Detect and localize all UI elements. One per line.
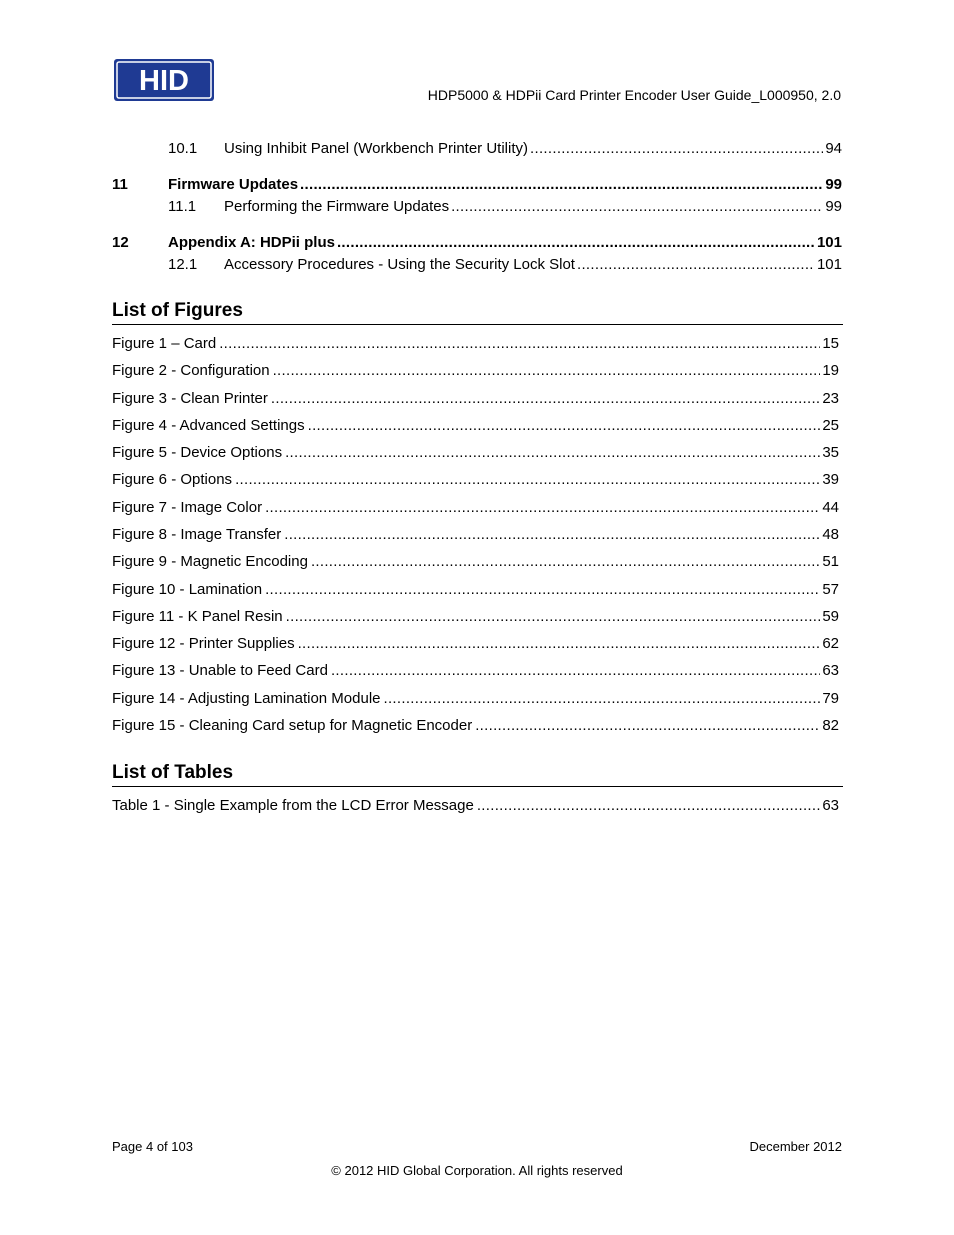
dot-leader — [286, 607, 821, 627]
dot-leader — [273, 361, 821, 381]
dot-leader — [284, 525, 820, 545]
dot-leader — [265, 498, 820, 518]
figure-entry[interactable]: Figure 14 - Adjusting Lamination Module ..... 79 — [112, 689, 839, 709]
hid-logo — [114, 59, 214, 101]
figure-entry[interactable]: Figure 13 - Unable to Feed Card ..... 63 — [112, 661, 839, 681]
figure-entry[interactable]: Figure 9 - Magnetic Encoding ..... 51 — [112, 552, 839, 572]
list-of-tables-heading: List of Tables — [112, 762, 843, 787]
figure-entry[interactable]: Figure 4 - Advanced Settings ..... 25 — [112, 416, 839, 436]
dot-leader — [530, 139, 823, 159]
figure-entry[interactable]: Figure 7 - Image Color ..... 44 — [112, 498, 839, 518]
figure-entry[interactable]: Figure 12 - Printer Supplies ..... 62 — [112, 634, 839, 654]
figure-entry[interactable]: Figure 11 - K Panel Resin ..... 59 — [112, 607, 839, 627]
dot-leader — [311, 552, 820, 572]
dot-leader — [475, 716, 820, 736]
dot-leader — [235, 470, 820, 490]
figure-entry[interactable]: Figure 5 - Device Options ..... 35 — [112, 443, 839, 463]
document-date: December 2012 — [749, 1139, 842, 1154]
figure-entry[interactable]: Figure 8 - Image Transfer ..... 48 — [112, 525, 839, 545]
dot-leader — [331, 661, 820, 681]
figure-entry[interactable]: Figure 3 - Clean Printer ..... 23 — [112, 389, 839, 409]
figure-entry[interactable]: Figure 2 - Configuration ..... 19 — [112, 361, 839, 381]
dot-leader — [451, 197, 823, 217]
figure-entry[interactable]: Figure 15 - Cleaning Card setup for Magnetic Encoder ..... 82 — [112, 716, 839, 736]
list-of-figures-heading: List of Figures — [112, 300, 843, 325]
page-number: Page 4 of 103 — [112, 1139, 193, 1154]
logo-text: HID — [139, 65, 189, 97]
copyright: © 2012 HID Global Corporation. All rights reserved — [331, 1163, 623, 1178]
figure-entry[interactable]: Figure 1 – Card ..... 15 — [112, 334, 839, 354]
dot-leader — [271, 389, 820, 409]
dot-leader — [337, 233, 815, 253]
dot-leader — [219, 334, 820, 354]
dot-leader — [384, 689, 821, 709]
dot-leader — [285, 443, 820, 463]
figure-entry[interactable]: Figure 6 - Options ..... 39 — [112, 470, 839, 490]
dot-leader — [298, 634, 821, 654]
dot-leader — [265, 580, 820, 600]
dot-leader — [477, 796, 820, 816]
toc-entry[interactable]: 10.1 Using Inhibit Panel (Workbench Printer Utility) ..... 94 — [112, 139, 842, 159]
toc-entry[interactable]: 11.1 Performing the Firmware Updates ..... 99 — [112, 197, 842, 217]
toc-entry[interactable]: 12.1 Accessory Procedures - Using the Security Lock Slot ..... 101 — [112, 255, 842, 275]
dot-leader — [308, 416, 821, 436]
toc-entry[interactable]: 11 Firmware Updates ..... 99 — [112, 175, 842, 195]
dot-leader — [300, 175, 823, 195]
document-title: HDP5000 & HDPii Card Printer Encoder User Guide_L000950, 2.0 — [427, 87, 841, 103]
table-entry[interactable]: Table 1 - Single Example from the LCD Error Message ..... 63 — [112, 796, 839, 816]
toc-entry[interactable]: 12 Appendix A: HDPii plus ..... 101 — [112, 233, 842, 253]
dot-leader — [577, 255, 815, 275]
figure-entry[interactable]: Figure 10 - Lamination ..... 57 — [112, 580, 839, 600]
